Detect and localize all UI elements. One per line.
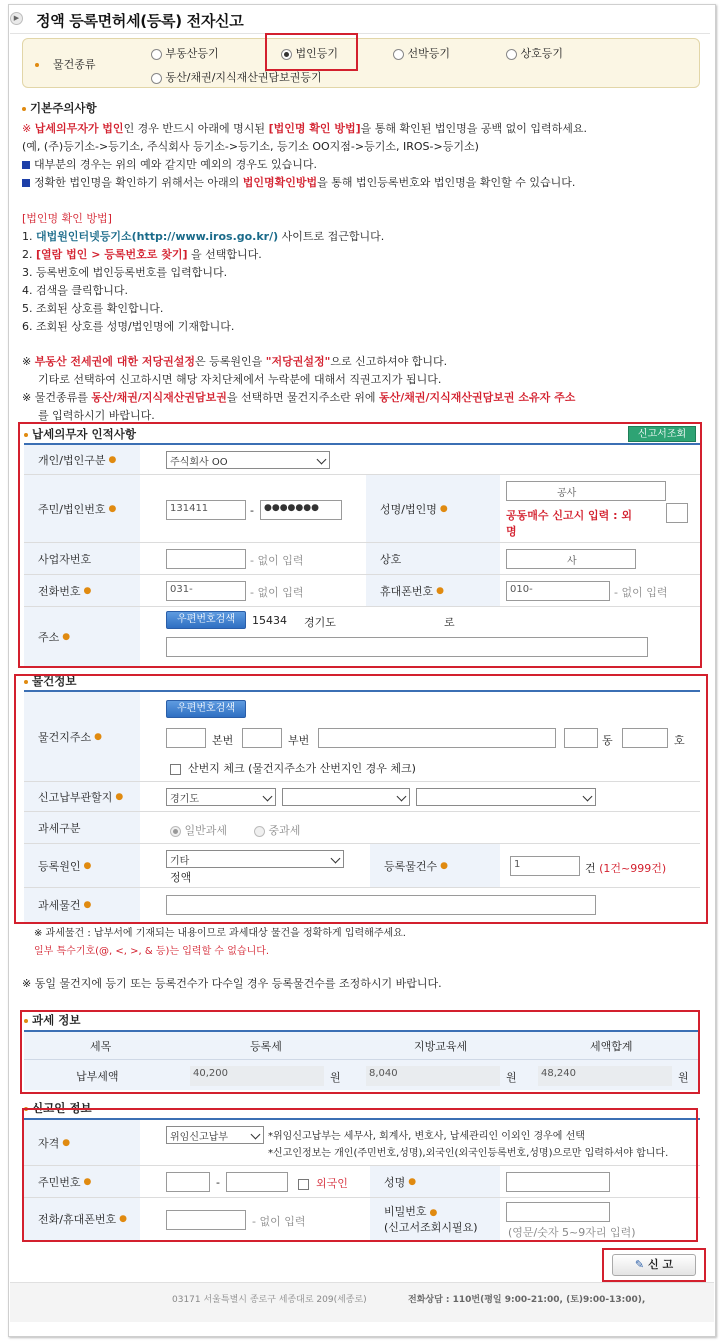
tax-heading: 과세 정보	[24, 1012, 80, 1028]
property-type-box	[22, 38, 700, 88]
object-label: 과세물건 ●	[24, 888, 140, 922]
mobile-input[interactable]: 010-	[506, 581, 610, 601]
tel-label: 전화번호 ●	[24, 575, 140, 606]
col-tax-item: 세목	[90, 1040, 112, 1053]
reg-tax-value: 40,200	[190, 1066, 324, 1086]
radio-trade-name[interactable]: 상호등기	[506, 45, 563, 61]
pay-label: 납부세액	[76, 1070, 119, 1083]
shop-input[interactable]: 사	[506, 549, 636, 569]
id-label: 주민/법인번호 ●	[24, 475, 140, 542]
total-tax-value: 48,240	[538, 1066, 672, 1086]
highlight-box	[18, 422, 702, 668]
cause-label: 등록원인 ●	[24, 844, 140, 887]
submit-button[interactable]: ✎ 신 고	[612, 1254, 696, 1276]
shop-label: 상호	[366, 543, 500, 574]
property-type-label: 물건종류	[35, 56, 96, 72]
pw-label: 비밀번호 ● (신고서조회시필요)	[370, 1198, 500, 1240]
biz-label: 사업자번호	[24, 543, 140, 574]
id-front-input[interactable]: 131411	[166, 500, 246, 520]
won-unit: 원	[678, 1071, 689, 1084]
reporter-heading: 신고인 정보	[24, 1100, 92, 1116]
foreign-check[interactable]: 외국인	[298, 1175, 348, 1191]
rep-name-label: 성명 ●	[370, 1166, 500, 1197]
lookup-button[interactable]: 신고서조회	[628, 426, 696, 442]
cause-select[interactable]: 기타	[166, 850, 344, 868]
object-note-2: 일부 특수기호(@, <, >, & 등)는 입력할 수 없습니다.	[34, 946, 270, 957]
method-step-1: 1. 대법원인터넷등기소(http://www.iros.go.kr/) 사이트로 접근합니다.	[22, 230, 385, 243]
footer-phone: 전화상담 : 110번(평일 9:00-21:00, (토)9:00-13:00),	[408, 1295, 646, 1305]
count-note: ※ 동일 물건지에 등기 또는 등록건수가 다수일 경우 등록물건수를 조정하시기 바랍니다.	[22, 977, 442, 990]
radio-corporation[interactable]: 법인등기	[281, 45, 338, 61]
square-bullet-icon	[22, 179, 30, 187]
mobile-hint: - 없이 입력	[614, 586, 668, 599]
notice-line-3: 대부분의 경우는 위의 예와 같지만 예외의 경우도 있습니다.	[22, 156, 317, 172]
phone-hint: - 없이 입력	[252, 1215, 306, 1228]
id-dash: -	[250, 504, 254, 517]
name-label: 성명/법인명 ●	[366, 475, 500, 542]
highlight-box	[265, 33, 358, 71]
prop-addr-label: 물건지주소 ●	[24, 692, 140, 781]
radio-real-estate[interactable]: 부동산등기	[151, 45, 219, 61]
count-input[interactable]: 1	[510, 856, 580, 876]
rrn-label: 주민번호 ●	[24, 1166, 140, 1197]
addr-line-1: 경기도	[304, 616, 336, 629]
taxtype-heavy[interactable]: 중과세	[254, 822, 300, 838]
office-select-1[interactable]: 경기도	[166, 788, 276, 806]
prop-zip-search-button[interactable]: 우편번호검색	[166, 700, 246, 718]
qual-note-2: *신고인정보는 개인(주민번호,성명),외국인(외국인등록번호,성명)으로만 입력하셔야 합니다.	[268, 1148, 669, 1159]
radio-icon[interactable]	[151, 49, 162, 60]
highlight-box	[602, 1248, 706, 1282]
mobile-label: 휴대폰번호 ●	[366, 575, 500, 606]
bullet-icon	[35, 63, 39, 67]
radio-movable[interactable]: 동산/채권/지식재산권담보권등기	[151, 69, 322, 85]
bubun-label: 부번	[288, 734, 310, 747]
addr-label: 주소 ●	[24, 607, 140, 667]
warn-line-4: 를 입력하시기 바랍니다.	[38, 409, 155, 422]
highlight-box	[14, 674, 708, 924]
addr-line-1-end: 로	[444, 616, 455, 629]
highlight-box	[20, 1010, 700, 1094]
taxtype-label: 과세구분	[24, 812, 140, 843]
method-step-3: 3. 등록번호에 법인등록번호를 입력합니다.	[22, 266, 228, 279]
method-step-2: 2. [열람 법인 > 등록번호로 찾기] 을 선택합니다.	[22, 248, 262, 261]
method-step-5: 5. 조회된 상호를 확인합니다.	[22, 302, 164, 315]
joint-unit: 명	[506, 525, 517, 538]
name-input[interactable]: 공사	[506, 481, 666, 501]
notice-heading: 기본주의사항	[22, 100, 97, 116]
col-total: 세액합계	[590, 1040, 633, 1053]
zip-search-button[interactable]: 우편번호검색	[166, 611, 246, 629]
notice-line-4: 정확한 법인명을 확인하기 위해서는 아래의 법인명확인방법을 통해 법인등록번호와 법인명을 확인할 수 있습니다.	[22, 174, 575, 190]
joint-label: 공동매수 신고시 입력 : 외	[506, 509, 632, 522]
qual-note-1: *위임신고납부는 세무사, 회계사, 변호사, 납세관리인 이외인 경우에 선택	[268, 1131, 585, 1142]
count-label: 등록물건수 ●	[370, 844, 500, 887]
mountain-check[interactable]: 산번지 체크 (물건지주소가 산번지인 경우 체크)	[170, 760, 416, 776]
radio-ship[interactable]: 선박등기	[393, 45, 450, 61]
tel-hint: - 없이 입력	[250, 586, 304, 599]
bullet-icon	[22, 107, 26, 111]
radio-icon[interactable]	[393, 49, 404, 60]
footer	[10, 1282, 714, 1322]
highlight-box	[22, 1108, 698, 1242]
footer-address: 03171 서울특별시 종로구 세종대로 209(세종로)	[172, 1295, 367, 1305]
object-note-1: ※ 과세물건 : 납부서에 기재되는 내용이므로 과세대상 물건을 정확하게 입력해주세요.	[34, 928, 406, 939]
phone-label: 전화/휴대폰번호 ●	[24, 1198, 140, 1240]
pencil-icon: ✎	[634, 1258, 645, 1271]
pw-hint: (영문/숫자 5~9자리 입력)	[508, 1226, 636, 1239]
square-bullet-icon	[22, 161, 30, 169]
warn-line-3: ※ 물건종류를 동산/채권/지식재산권담보권을 선택하면 물건지주소란 위에 동산/채권/지식재산권담보권 소유자 주소	[22, 391, 576, 404]
method-step-4: 4. 검색을 클릭합니다.	[22, 284, 128, 297]
col-edu-tax: 지방교육세	[414, 1040, 468, 1053]
method-title: [법인명 확인 방법]	[22, 212, 112, 225]
dong-label: 동	[602, 734, 613, 747]
type-select[interactable]: 주식회사 OO	[166, 451, 330, 469]
taxpayer-heading: 납세의무자 인적사항	[24, 426, 136, 442]
title-bar	[10, 6, 710, 34]
edu-tax-value: 8,040	[366, 1066, 500, 1086]
office-label: 신고납부관할지 ●	[24, 782, 140, 811]
rrn-dash: -	[216, 1176, 220, 1189]
qual-select[interactable]: 위임신고납부	[166, 1126, 264, 1144]
play-icon: ▶	[10, 12, 23, 25]
col-reg-tax: 등록세	[250, 1040, 282, 1053]
count-unit: 건 (1건~999건)	[585, 862, 667, 875]
tel-input[interactable]: 031-	[166, 581, 246, 601]
taxtype-normal[interactable]: 일반과세	[170, 822, 227, 838]
ho-label: 호	[674, 734, 685, 747]
type-label: 개인/법인구분 ●	[24, 445, 140, 474]
cause-sub: 정액	[170, 871, 192, 884]
page-title: 정액 등록면허세(등록) 전자신고	[36, 12, 244, 30]
biz-hint: - 없이 입력	[250, 554, 304, 567]
warn-line-2: 기타로 선택하여 신고하시면 해당 자치단체에서 누락분에 대해서 직권고지가 됩니다.	[38, 373, 442, 386]
notice-line-2: (예, (주)등기소->등기소, 주식회사 등기소->등기소, 등기소 OO지점->등기소, IROS->등기소)	[22, 140, 479, 153]
radio-icon[interactable]	[506, 49, 517, 60]
notice-line-1: ※ 납세의무자가 법인인 경우 반드시 아래에 명시된 [법인명 확인 방법]을 통해 확인된 법인명을 공백 없이 입력하세요.	[22, 122, 588, 135]
property-heading: 물건정보	[24, 673, 76, 689]
method-step-6: 6. 조회된 상호를 성명/법인명에 기재합니다.	[22, 320, 235, 333]
won-unit: 원	[506, 1071, 517, 1084]
id-back-input[interactable]: ●●●●●●●	[260, 500, 342, 520]
won-unit: 원	[330, 1071, 341, 1084]
qual-label: 자격 ●	[24, 1120, 140, 1165]
warn-line-1: ※ 부동산 전세권에 대한 저당권설정은 등록원인을 "저당권설정"으로 신고하셔야 합니다.	[22, 355, 448, 368]
bonbun-label: 본번	[212, 734, 234, 747]
radio-icon[interactable]	[151, 73, 162, 84]
zip-code: 15434	[252, 614, 287, 627]
